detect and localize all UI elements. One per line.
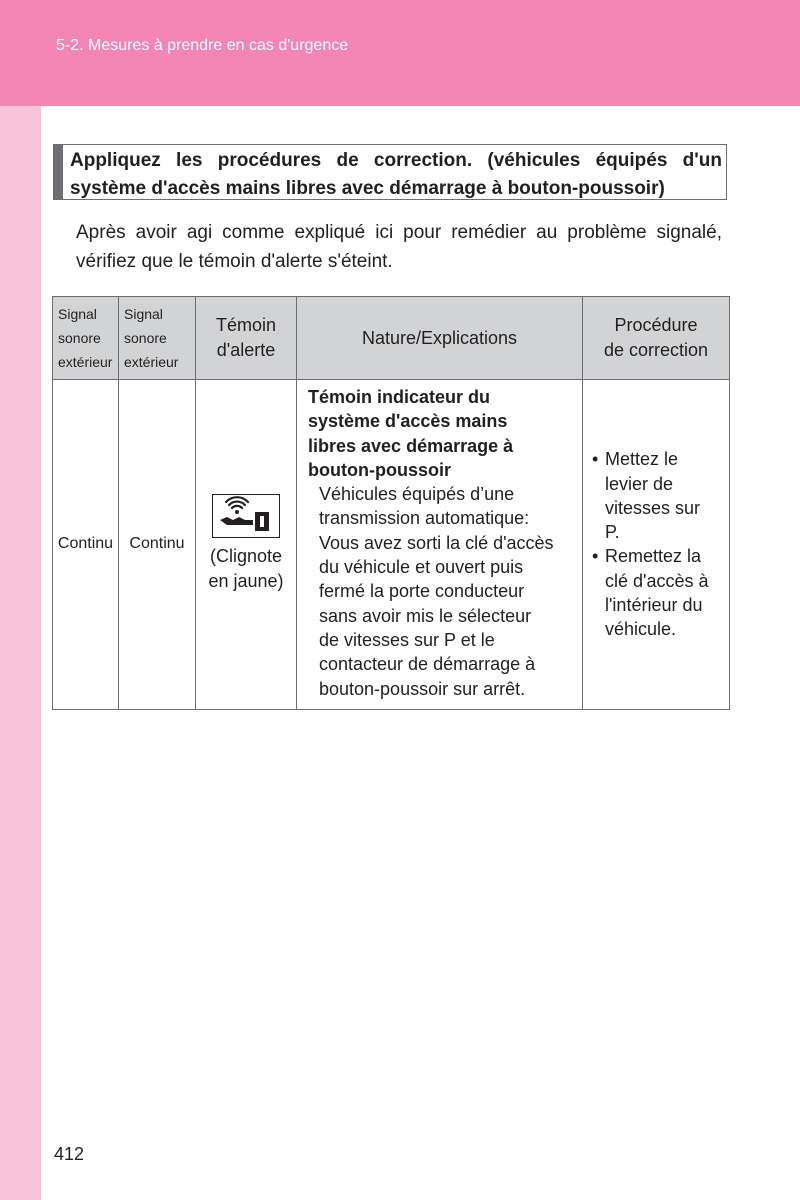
heading-text: Appliquez les procédures de correction. (véhicules équipés d'un système d'accès mains libres avec démarrage à bouton-poussoir) bbox=[70, 150, 722, 199]
table-header-row bbox=[53, 297, 730, 380]
header-procedure: Procédure de correction bbox=[583, 297, 730, 380]
procedure-item: • Mettez le levier de vitesses sur P. bbox=[592, 449, 701, 543]
procedure-heading bbox=[53, 144, 727, 200]
procedure-cell bbox=[583, 380, 730, 710]
header-signal-exterior: Signal sonore extérieur bbox=[53, 297, 119, 380]
nature-cell bbox=[297, 380, 583, 710]
warning-table bbox=[52, 296, 730, 710]
heading-accent-bar bbox=[54, 145, 63, 199]
table-row bbox=[53, 380, 730, 710]
header-nature: Nature/Explications bbox=[297, 297, 583, 380]
bullet: • bbox=[592, 449, 599, 470]
signal-interior-value: Continu bbox=[119, 380, 196, 710]
key-wireless-icon bbox=[212, 494, 280, 538]
section-title: 5-2. Mesures à prendre en cas d'urgence bbox=[56, 37, 349, 54]
intro-paragraph: Après avoir agi comme expliqué ici pour remédier au problème signalé, vérifiez que le témoin d'alerte s'éteint. bbox=[76, 222, 722, 272]
nature-title: Témoin indicateur du système d'accès mains libres avec démarrage à bouton-poussoir bbox=[308, 387, 514, 480]
header-warning-light: Témoin d'alerte bbox=[196, 297, 297, 380]
nature-body: Véhicules équipés d’une transmission automatique: Vous avez sorti la clé d'accès du véhicule et ouvert puis fermé la porte conducteur sans avoir mis le sélecteur de vitesses sur P et le contacteur de démarrage à bouton-poussoir sur arrêt. bbox=[319, 484, 554, 699]
procedure-item: • Remettez la clé d'accès à l'intérieur du véhicule. bbox=[592, 546, 709, 640]
page-number: 412 bbox=[54, 1144, 85, 1164]
side-band bbox=[0, 106, 41, 1200]
signal-exterior-value: Continu bbox=[53, 380, 119, 710]
warning-light-cell: (Clignote en jaune) bbox=[196, 380, 297, 710]
header-signal-interior: Signal sonore extérieur bbox=[119, 297, 196, 380]
bullet: • bbox=[592, 546, 599, 567]
